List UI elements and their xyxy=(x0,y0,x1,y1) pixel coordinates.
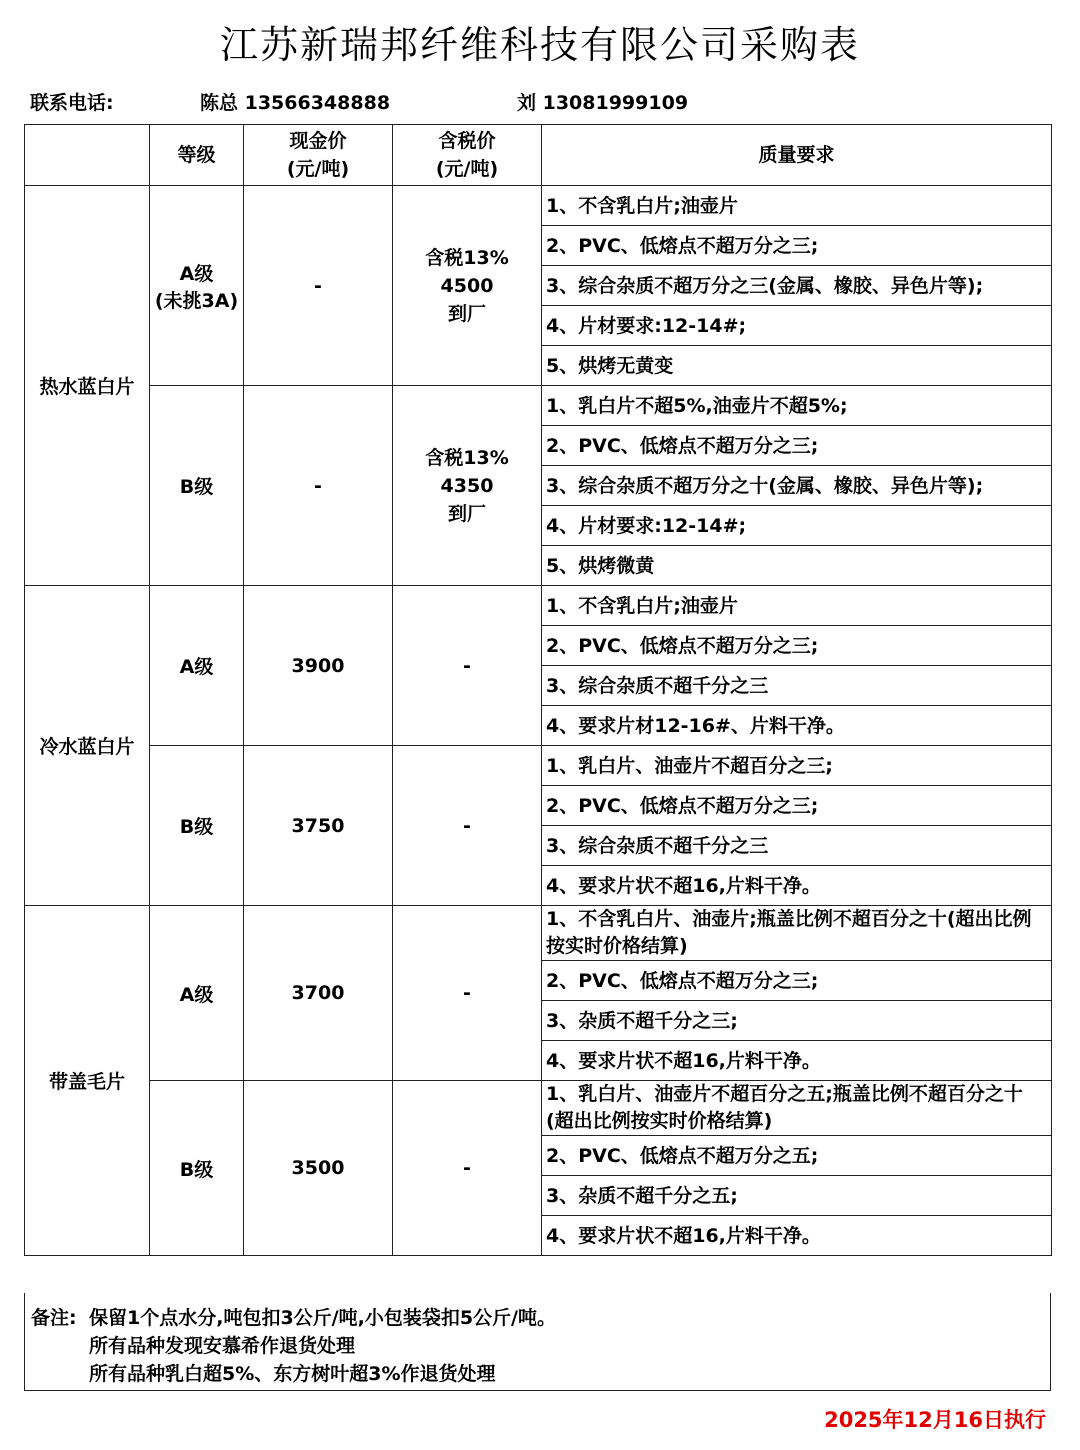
grade-label: B级 xyxy=(179,1158,214,1181)
quality-requirement: 5、烘烤无黄变 xyxy=(542,346,1052,386)
contact-label: 联系电话: xyxy=(30,92,114,114)
tax-price: - xyxy=(393,906,542,1081)
category-name: 带盖毛片 xyxy=(25,906,150,1256)
cash-price: 3900 xyxy=(244,586,393,746)
notes-label: 备注: xyxy=(31,1307,77,1329)
quality-requirement: 1、乳白片、油壶片不超百分之三; xyxy=(542,746,1052,786)
quality-requirement: 2、PVC、低熔点不超万分之五; xyxy=(542,1136,1052,1176)
grade-label: A级 xyxy=(179,983,214,1006)
note-line: 所有品种乳白超5%、东方树叶超3%作退货处理 xyxy=(89,1363,496,1385)
quality-requirement: 4、要求片状不超16,片料干净。 xyxy=(542,1041,1052,1081)
quality-requirement: 4、要求片状不超16,片料干净。 xyxy=(542,1216,1052,1256)
header-tax-price-label: 含税价 xyxy=(438,130,496,152)
quality-requirement: 2、PVC、低熔点不超万分之三; xyxy=(542,786,1052,826)
grade-label: A级 xyxy=(179,656,214,678)
quality-requirement: 4、要求片状不超16,片料干净。 xyxy=(542,866,1052,906)
header-cash-price-unit: (元/吨) xyxy=(286,158,350,180)
grade-note: (未挑3A) xyxy=(154,289,239,312)
note-line: 所有品种发现安慕希作退货处理 xyxy=(89,1335,356,1357)
table-row xyxy=(25,386,1052,426)
table-row xyxy=(25,586,1052,626)
purchase-table xyxy=(24,124,1052,1256)
table-row xyxy=(25,746,1052,786)
tax-amount: 4500 xyxy=(440,274,494,297)
quality-requirement: 4、要求片材12-16#、片料干净。 xyxy=(542,706,1052,746)
grade-cell xyxy=(150,906,244,1081)
tax-price: - xyxy=(393,586,542,746)
grade-cell xyxy=(150,1081,244,1256)
tax-rate: 含税13% xyxy=(425,246,509,269)
cash-price: 3750 xyxy=(244,746,393,906)
quality-requirement: 4、片材要求:12-14#; xyxy=(542,506,1052,546)
quality-requirement: 3、杂质不超千分之五; xyxy=(542,1176,1052,1216)
quality-requirement: 2、PVC、低熔点不超万分之三; xyxy=(542,961,1052,1001)
table-header-row xyxy=(25,125,1052,186)
tax-price xyxy=(393,386,542,586)
grade-label: B级 xyxy=(179,816,214,838)
cash-price: 3500 xyxy=(244,1081,393,1256)
quality-requirement: 3、杂质不超千分之三; xyxy=(542,1001,1052,1041)
quality-requirement: 1、不含乳白片;油壶片 xyxy=(542,186,1052,226)
grade-cell xyxy=(150,386,244,586)
category-name: 冷水蓝白片 xyxy=(25,586,150,906)
grade-cell xyxy=(150,586,244,746)
tax-delivery: 到厂 xyxy=(447,302,486,325)
header-cash-price-label: 现金价 xyxy=(289,130,347,152)
quality-requirement: 1、不含乳白片、油壶片;瓶盖比例不超百分之十(超出比例按实时价格结算) xyxy=(542,906,1052,961)
quality-requirement: 3、综合杂质不超万分之十(金属、橡胶、异色片等); xyxy=(542,466,1052,506)
cash-price: 3700 xyxy=(244,906,393,1081)
contact-person-chen: 陈总 13566348888 xyxy=(200,92,391,114)
tax-price: - xyxy=(393,746,542,906)
page-title: 江苏新瑞邦纤维科技有限公司采购表 xyxy=(219,23,860,67)
table-row xyxy=(25,186,1052,226)
tax-price: - xyxy=(393,1081,542,1256)
quality-requirement: 1、不含乳白片;油壶片 xyxy=(542,586,1052,626)
category-name: 热水蓝白片 xyxy=(25,186,150,586)
header-tax-price-unit: (元/吨) xyxy=(435,158,499,180)
quality-requirement: 3、综合杂质不超万分之三(金属、橡胶、异色片等); xyxy=(542,266,1052,306)
quality-requirement: 1、乳白片、油壶片不超百分之五;瓶盖比例不超百分之十(超出比例按实时价格结算) xyxy=(542,1081,1052,1136)
cash-price: - xyxy=(244,186,393,386)
header-quality: 质量要求 xyxy=(542,125,1052,186)
header-tax-price xyxy=(393,125,542,186)
header-cash-price xyxy=(244,125,393,186)
grade-cell xyxy=(150,186,244,386)
tax-delivery: 到厂 xyxy=(447,502,486,525)
header-grade: 等级 xyxy=(150,125,244,186)
quality-requirement: 4、片材要求:12-14#; xyxy=(542,306,1052,346)
tax-price xyxy=(393,186,542,386)
quality-requirement: 1、乳白片不超5%,油壶片不超5%; xyxy=(542,386,1052,426)
grade-cell xyxy=(150,746,244,906)
grade-label: B级 xyxy=(179,476,214,498)
quality-requirement: 2、PVC、低熔点不超万分之三; xyxy=(542,226,1052,266)
quality-requirement: 3、综合杂质不超千分之三 xyxy=(542,666,1052,706)
quality-requirement: 2、PVC、低熔点不超万分之三; xyxy=(542,426,1052,466)
header-blank xyxy=(25,125,150,186)
grade-label: A级 xyxy=(179,262,214,285)
contact-person-liu: 刘 13081999109 xyxy=(517,92,689,114)
cash-price: - xyxy=(244,386,393,586)
table-row xyxy=(25,906,1052,961)
quality-requirement: 5、烘烤微黄 xyxy=(542,546,1052,586)
note-line: 保留1个点水分,吨包扣3公斤/吨,小包装袋扣5公斤/吨。 xyxy=(89,1307,556,1329)
tax-rate: 含税13% xyxy=(425,446,509,469)
effective-date: 2025年12月16日执行 xyxy=(824,1408,1046,1432)
table-row xyxy=(25,1081,1052,1136)
quality-requirement: 2、PVC、低熔点不超万分之三; xyxy=(542,626,1052,666)
tax-amount: 4350 xyxy=(440,474,494,497)
notes-box xyxy=(24,1293,1051,1391)
quality-requirement: 3、综合杂质不超千分之三 xyxy=(542,826,1052,866)
